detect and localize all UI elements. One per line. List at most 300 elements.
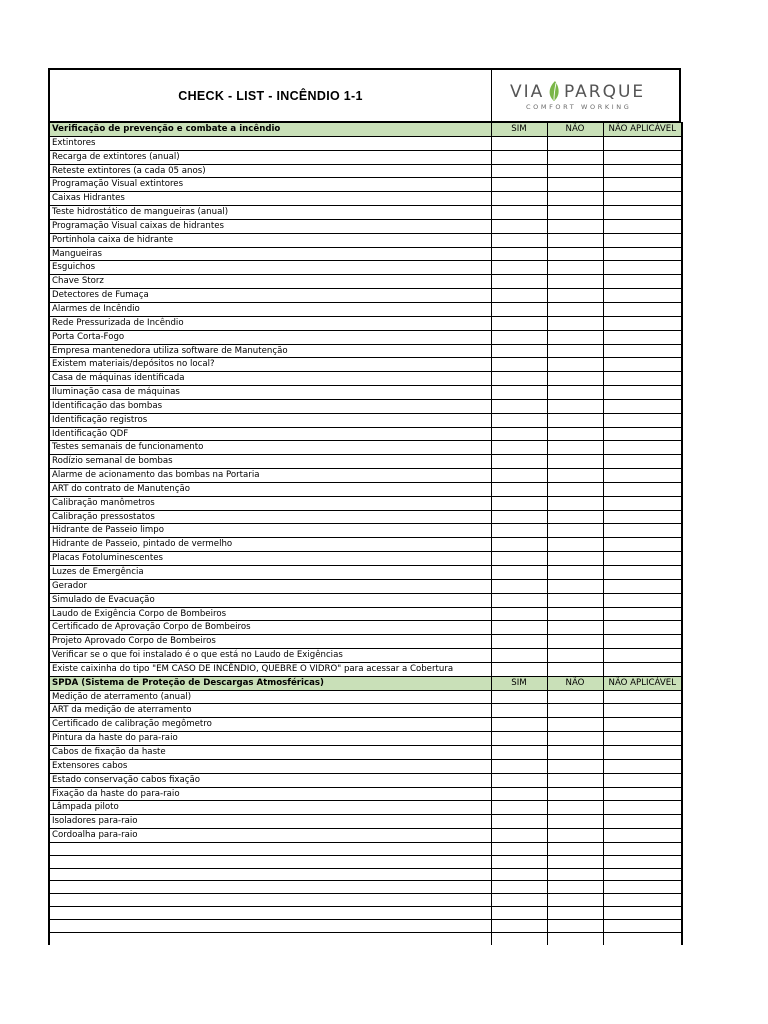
cell-nao-aplicavel[interactable] [603, 787, 682, 801]
item-label: Identificação das bombas [49, 399, 491, 413]
cell-nao-aplicavel[interactable] [603, 275, 682, 289]
cell-sim[interactable] [491, 579, 547, 593]
cell-nao-aplicavel[interactable] [603, 732, 682, 746]
cell-sim[interactable] [491, 289, 547, 303]
cell-nao-aplicavel[interactable] [603, 289, 682, 303]
cell-nao-aplicavel[interactable] [603, 894, 682, 907]
column-header-sim: SIM [491, 123, 547, 137]
cell-nao[interactable] [547, 607, 603, 621]
item-label: Rede Pressurizada de Incêndio [49, 316, 491, 330]
cell-sim[interactable] [491, 344, 547, 358]
section-header-row [49, 676, 682, 690]
table-row [49, 427, 682, 441]
cell-nao-aplicavel[interactable] [603, 907, 682, 920]
cell-sim[interactable] [491, 732, 547, 746]
cell-nao-aplicavel[interactable] [603, 524, 682, 538]
table-row [49, 635, 682, 649]
cell-nao-aplicavel[interactable] [603, 233, 682, 247]
cell-nao-aplicavel[interactable] [603, 690, 682, 704]
item-label: Hidrante de Passeio limpo [49, 524, 491, 538]
table-row [49, 372, 682, 386]
cell-sim[interactable] [491, 427, 547, 441]
cell-nao[interactable] [547, 136, 603, 150]
item-label [49, 842, 491, 855]
cell-sim[interactable] [491, 881, 547, 894]
cell-nao-aplicavel[interactable] [603, 330, 682, 344]
cell-nao-aplicavel[interactable] [603, 649, 682, 663]
cell-sim[interactable] [491, 842, 547, 855]
cell-nao[interactable] [547, 732, 603, 746]
cell-nao-aplicavel[interactable] [603, 538, 682, 552]
item-label: Programação Visual extintores [49, 178, 491, 192]
cell-sim[interactable] [491, 150, 547, 164]
cell-nao-aplicavel[interactable] [603, 704, 682, 718]
item-label: Calibração pressostatos [49, 510, 491, 524]
cell-nao[interactable] [547, 316, 603, 330]
cell-sim[interactable] [491, 164, 547, 178]
cell-nao-aplicavel[interactable] [603, 773, 682, 787]
cell-sim[interactable] [491, 690, 547, 704]
cell-nao-aplicavel[interactable] [603, 842, 682, 855]
cell-sim[interactable] [491, 386, 547, 400]
column-header-nao-aplicavel: NÃO APLICÁVEL [603, 676, 682, 690]
cell-sim[interactable] [491, 524, 547, 538]
cell-nao-aplicavel[interactable] [603, 662, 682, 676]
table-row [49, 732, 682, 746]
cell-nao-aplicavel[interactable] [603, 247, 682, 261]
item-label: Alarme de acionamento das bombas na Portaria [49, 469, 491, 483]
cell-sim[interactable] [491, 316, 547, 330]
table-row [49, 621, 682, 635]
item-label: Projeto Aprovado Corpo de Bombeiros [49, 635, 491, 649]
cell-sim[interactable] [491, 855, 547, 868]
cell-nao[interactable] [547, 773, 603, 787]
table-row [49, 413, 682, 427]
cell-sim[interactable] [491, 759, 547, 773]
checklist-table [48, 122, 683, 945]
table-row [49, 552, 682, 566]
cell-sim[interactable] [491, 649, 547, 663]
cell-sim[interactable] [491, 538, 547, 552]
cell-sim[interactable] [491, 496, 547, 510]
column-header-nao: NÃO [547, 676, 603, 690]
cell-nao-aplicavel[interactable] [603, 427, 682, 441]
item-label: Casa de máquinas identificada [49, 372, 491, 386]
cell-nao-aplicavel[interactable] [603, 455, 682, 469]
table-row [49, 593, 682, 607]
table-row [49, 482, 682, 496]
table-row [49, 441, 682, 455]
cell-sim[interactable] [491, 773, 547, 787]
cell-nao[interactable] [547, 399, 603, 413]
item-label: Recarga de extintores (anual) [49, 150, 491, 164]
table-row [49, 275, 682, 289]
sheet-header [48, 68, 681, 122]
cell-nao[interactable] [547, 881, 603, 894]
item-label: Certificado de Aprovação Corpo de Bombeiros [49, 621, 491, 635]
table-row [49, 358, 682, 372]
cell-nao[interactable] [547, 801, 603, 815]
cell-nao-aplicavel[interactable] [603, 829, 682, 843]
cell-nao[interactable] [547, 455, 603, 469]
item-label: Luzes de Emergência [49, 566, 491, 580]
table-row [49, 662, 682, 676]
table-row [49, 344, 682, 358]
logo-word-via: VIA [510, 82, 545, 102]
cell-nao-aplicavel[interactable] [603, 469, 682, 483]
cell-nao[interactable] [547, 372, 603, 386]
cell-nao[interactable] [547, 233, 603, 247]
cell-nao[interactable] [547, 566, 603, 580]
cell-sim[interactable] [491, 607, 547, 621]
cell-sim[interactable] [491, 261, 547, 275]
item-label: Iluminação casa de máquinas [49, 386, 491, 400]
cell-nao[interactable] [547, 275, 603, 289]
cell-sim[interactable] [491, 469, 547, 483]
cell-nao[interactable] [547, 206, 603, 220]
item-label: Empresa mantenedora utiliza software de Manutenção [49, 344, 491, 358]
item-label [49, 907, 491, 920]
table-row [49, 233, 682, 247]
item-label [49, 868, 491, 881]
checklist-sheet [48, 68, 681, 945]
cell-nao-aplicavel[interactable] [603, 178, 682, 192]
cell-nao-aplicavel[interactable] [603, 607, 682, 621]
cell-sim[interactable] [491, 399, 547, 413]
cell-sim[interactable] [491, 552, 547, 566]
item-label: Medição de aterramento (anual) [49, 690, 491, 704]
cell-nao-aplicavel[interactable] [603, 358, 682, 372]
table-row [49, 399, 682, 413]
cell-nao-aplicavel[interactable] [603, 815, 682, 829]
cell-sim[interactable] [491, 482, 547, 496]
cell-nao[interactable] [547, 745, 603, 759]
table-row [49, 302, 682, 316]
cell-nao-aplicavel[interactable] [603, 219, 682, 233]
table-row [49, 538, 682, 552]
cell-nao[interactable] [547, 261, 603, 275]
cell-nao[interactable] [547, 894, 603, 907]
item-label: Pintura da haste do para-raio [49, 732, 491, 746]
cell-nao-aplicavel[interactable] [603, 855, 682, 868]
page-title: CHECK - LIST - INCÊNDIO 1-1 [178, 89, 363, 103]
item-label: Isoladores para-raio [49, 815, 491, 829]
item-label: Esguichos [49, 261, 491, 275]
table-row [49, 386, 682, 400]
cell-sim[interactable] [491, 787, 547, 801]
cell-nao[interactable] [547, 621, 603, 635]
item-label: Estado conservação cabos fixação [49, 773, 491, 787]
cell-sim[interactable] [491, 510, 547, 524]
item-label: Detectores de Fumaça [49, 289, 491, 303]
item-label: Caixas Hidrantes [49, 192, 491, 206]
cell-nao[interactable] [547, 829, 603, 843]
item-label: Calibração manômetros [49, 496, 491, 510]
cell-nao-aplicavel[interactable] [603, 718, 682, 732]
cell-nao-aplicavel[interactable] [603, 344, 682, 358]
cell-sim[interactable] [491, 801, 547, 815]
cell-nao[interactable] [547, 855, 603, 868]
cell-nao[interactable] [547, 704, 603, 718]
table-row [49, 524, 682, 538]
cell-nao-aplicavel[interactable] [603, 482, 682, 496]
cell-nao[interactable] [547, 552, 603, 566]
table-row [49, 469, 682, 483]
table-row [49, 773, 682, 787]
cell-nao-aplicavel[interactable] [603, 621, 682, 635]
table-row [49, 704, 682, 718]
cell-nao-aplicavel[interactable] [603, 593, 682, 607]
cell-nao-aplicavel[interactable] [603, 192, 682, 206]
via-parque-logo [510, 80, 660, 114]
table-row [49, 330, 682, 344]
table-row [49, 247, 682, 261]
cell-sim[interactable] [491, 178, 547, 192]
item-label: Testes semanais de funcionamento [49, 441, 491, 455]
cell-nao-aplicavel[interactable] [603, 164, 682, 178]
cell-nao[interactable] [547, 358, 603, 372]
cell-sim[interactable] [491, 662, 547, 676]
table-row [49, 316, 682, 330]
item-label: Extensores cabos [49, 759, 491, 773]
item-label: Reteste extintores (a cada 05 anos) [49, 164, 491, 178]
cell-nao[interactable] [547, 413, 603, 427]
cell-nao[interactable] [547, 907, 603, 920]
item-label: ART do contrato de Manutenção [49, 482, 491, 496]
table-row [49, 510, 682, 524]
cell-nao-aplicavel[interactable] [603, 510, 682, 524]
cell-nao[interactable] [547, 427, 603, 441]
cell-nao[interactable] [547, 150, 603, 164]
cell-sim[interactable] [491, 621, 547, 635]
cell-sim[interactable] [491, 919, 547, 932]
cell-nao[interactable] [547, 219, 603, 233]
cell-nao-aplicavel[interactable] [603, 919, 682, 932]
cell-nao[interactable] [547, 289, 603, 303]
table-row [49, 868, 682, 881]
cell-nao-aplicavel[interactable] [603, 868, 682, 881]
cell-nao-aplicavel[interactable] [603, 386, 682, 400]
cell-nao[interactable] [547, 510, 603, 524]
cell-nao-aplicavel[interactable] [603, 932, 682, 945]
table-row [49, 894, 682, 907]
item-label: Placas Fotoluminescentes [49, 552, 491, 566]
table-row [49, 289, 682, 303]
cell-nao-aplicavel[interactable] [603, 552, 682, 566]
cell-nao-aplicavel[interactable] [603, 261, 682, 275]
table-row [49, 690, 682, 704]
cell-nao-aplicavel[interactable] [603, 302, 682, 316]
item-label: Identificação QDF [49, 427, 491, 441]
section-header-row [49, 123, 682, 137]
cell-nao-aplicavel[interactable] [603, 745, 682, 759]
table-row [49, 150, 682, 164]
table-row [49, 219, 682, 233]
item-label: ART da medição de aterramento [49, 704, 491, 718]
cell-nao[interactable] [547, 787, 603, 801]
table-row [49, 192, 682, 206]
cell-nao[interactable] [547, 593, 603, 607]
cell-nao[interactable] [547, 482, 603, 496]
cell-nao[interactable] [547, 759, 603, 773]
cell-sim[interactable] [491, 330, 547, 344]
cell-nao-aplicavel[interactable] [603, 399, 682, 413]
cell-nao[interactable] [547, 649, 603, 663]
cell-nao-aplicavel[interactable] [603, 801, 682, 815]
item-label: Existe caixinha do tipo "EM CASO DE INCÊNDIO, QUEBRE O VIDRO" para acessar a Cobertura [49, 662, 491, 676]
cell-nao-aplicavel[interactable] [603, 496, 682, 510]
cell-nao[interactable] [547, 386, 603, 400]
cell-nao[interactable] [547, 635, 603, 649]
item-label: Alarmes de Incêndio [49, 302, 491, 316]
item-label: Identificação registros [49, 413, 491, 427]
cell-sim[interactable] [491, 566, 547, 580]
cell-nao[interactable] [547, 178, 603, 192]
cell-nao[interactable] [547, 932, 603, 945]
leaf-icon [546, 80, 562, 102]
cell-sim[interactable] [491, 219, 547, 233]
cell-sim[interactable] [491, 441, 547, 455]
logo-tagline: COMFORT WORKING [526, 103, 632, 111]
cell-sim[interactable] [491, 275, 547, 289]
table-row [49, 787, 682, 801]
cell-sim[interactable] [491, 868, 547, 881]
item-label: Existem materiais/depósitos no local? [49, 358, 491, 372]
table-row [49, 829, 682, 843]
cell-nao[interactable] [547, 538, 603, 552]
cell-sim[interactable] [491, 136, 547, 150]
cell-nao-aplicavel[interactable] [603, 316, 682, 330]
cell-sim[interactable] [491, 593, 547, 607]
cell-nao-aplicavel[interactable] [603, 413, 682, 427]
table-row [49, 164, 682, 178]
cell-nao-aplicavel[interactable] [603, 566, 682, 580]
table-row [49, 842, 682, 855]
cell-sim[interactable] [491, 247, 547, 261]
cell-nao[interactable] [547, 868, 603, 881]
item-label: Extintores [49, 136, 491, 150]
cell-nao[interactable] [547, 579, 603, 593]
cell-nao-aplicavel[interactable] [603, 150, 682, 164]
table-row [49, 907, 682, 920]
table-row [49, 566, 682, 580]
column-header-nao-aplicavel: NÃO APLICÁVEL [603, 123, 682, 137]
cell-sim[interactable] [491, 815, 547, 829]
cell-nao[interactable] [547, 690, 603, 704]
cell-sim[interactable] [491, 718, 547, 732]
item-label [49, 894, 491, 907]
cell-nao[interactable] [547, 718, 603, 732]
table-row [49, 455, 682, 469]
item-label: Porta Corta-Fogo [49, 330, 491, 344]
section-title: Verificação de prevenção e combate a incêndio [49, 123, 491, 137]
cell-sim[interactable] [491, 829, 547, 843]
table-row [49, 496, 682, 510]
cell-nao-aplicavel[interactable] [603, 579, 682, 593]
item-label: Cordoalha para-raio [49, 829, 491, 843]
item-label: Portinhola caixa de hidrante [49, 233, 491, 247]
item-label: Fixação da haste do para-raio [49, 787, 491, 801]
table-row [49, 815, 682, 829]
table-row [49, 932, 682, 945]
cell-nao[interactable] [547, 330, 603, 344]
cell-nao[interactable] [547, 192, 603, 206]
item-label [49, 932, 491, 945]
cell-sim[interactable] [491, 932, 547, 945]
item-label: Cabos de fixação da haste [49, 745, 491, 759]
cell-sim[interactable] [491, 206, 547, 220]
cell-nao-aplicavel[interactable] [603, 441, 682, 455]
cell-nao[interactable] [547, 344, 603, 358]
logo-cell [491, 70, 682, 122]
cell-sim[interactable] [491, 907, 547, 920]
cell-nao[interactable] [547, 302, 603, 316]
cell-sim[interactable] [491, 455, 547, 469]
item-label: Teste hidrostático de mangueiras (anual) [49, 206, 491, 220]
cell-nao[interactable] [547, 496, 603, 510]
table-row [49, 607, 682, 621]
cell-nao-aplicavel[interactable] [603, 881, 682, 894]
item-label: Simulado de Evacuação [49, 593, 491, 607]
cell-nao[interactable] [547, 164, 603, 178]
cell-sim[interactable] [491, 358, 547, 372]
cell-nao[interactable] [547, 524, 603, 538]
table-row [49, 718, 682, 732]
item-label: Verificar se o que foi instalado é o que está no Laudo de Exigências [49, 649, 491, 663]
section-title: SPDA (Sistema de Proteção de Descargas Atmosféricas) [49, 676, 491, 690]
cell-sim[interactable] [491, 413, 547, 427]
table-row [49, 136, 682, 150]
cell-sim[interactable] [491, 302, 547, 316]
item-label: Chave Storz [49, 275, 491, 289]
cell-sim[interactable] [491, 372, 547, 386]
item-label [49, 881, 491, 894]
item-label [49, 919, 491, 932]
cell-nao[interactable] [547, 919, 603, 932]
cell-sim[interactable] [491, 745, 547, 759]
item-label [49, 855, 491, 868]
cell-sim[interactable] [491, 704, 547, 718]
cell-sim[interactable] [491, 192, 547, 206]
cell-nao[interactable] [547, 441, 603, 455]
cell-nao[interactable] [547, 662, 603, 676]
cell-nao-aplicavel[interactable] [603, 136, 682, 150]
table-row [49, 206, 682, 220]
cell-nao-aplicavel[interactable] [603, 372, 682, 386]
item-label: Gerador [49, 579, 491, 593]
table-row [49, 855, 682, 868]
cell-sim[interactable] [491, 894, 547, 907]
cell-nao[interactable] [547, 247, 603, 261]
cell-nao-aplicavel[interactable] [603, 635, 682, 649]
item-label: Hidrante de Passeio, pintado de vermelho [49, 538, 491, 552]
cell-nao[interactable] [547, 815, 603, 829]
cell-sim[interactable] [491, 233, 547, 247]
item-label: Laudo de Exigência Corpo de Bombeiros [49, 607, 491, 621]
cell-nao[interactable] [547, 842, 603, 855]
item-label: Rodízio semanal de bombas [49, 455, 491, 469]
column-header-sim: SIM [491, 676, 547, 690]
cell-nao-aplicavel[interactable] [603, 759, 682, 773]
table-row [49, 178, 682, 192]
cell-nao-aplicavel[interactable] [603, 206, 682, 220]
cell-sim[interactable] [491, 635, 547, 649]
cell-nao[interactable] [547, 469, 603, 483]
table-row [49, 759, 682, 773]
table-row [49, 579, 682, 593]
item-label: Programação Visual caixas de hidrantes [49, 219, 491, 233]
table-row [49, 261, 682, 275]
